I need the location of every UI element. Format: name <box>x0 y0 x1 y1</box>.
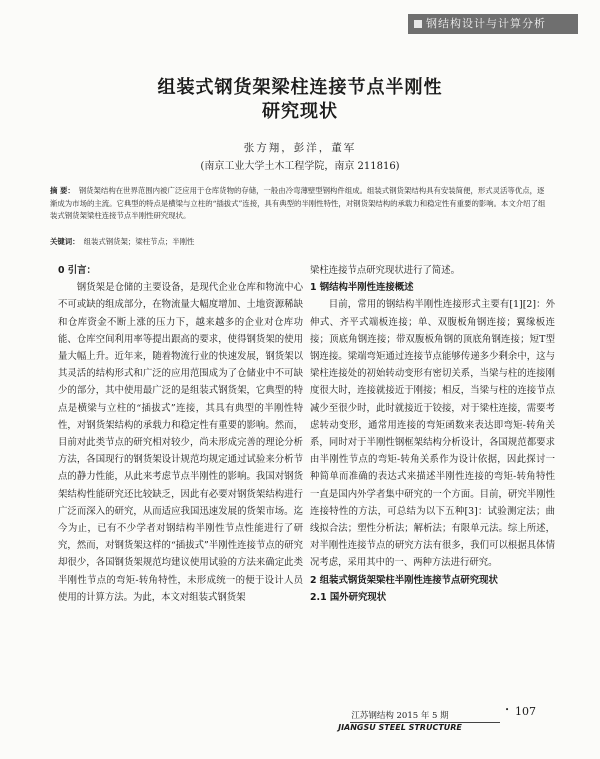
section-banner <box>408 14 578 34</box>
keywords-label: 关键词： <box>50 237 80 246</box>
section-1-paragraph: 目前，常用的钢结构半刚性连接形式主要有[1][2]：外伸式、齐平式端板连接；单、双腹板角钢连接；翼缘板连接；顶底角钢连接；带双腹板角钢的顶底角钢连接；短T型钢连接。梁端弯矩通过连接节点能够传递多少剩余中，这与梁柱连接处的初始转动变形有密切关系，当梁与柱的连接刚度很大时，连接就接近于刚接；相反，当梁与柱的连接节点减少至很少时，此时就接近于铰接，对于梁柱连接，需要考虑转动变形，通常用连接的弯矩函数来表达即弯矩-转角关系，同时对于半刚性钢框架结构分析设计，各国规范都要求由半刚性节点的弯矩-转角关系作为设计依据，因此探讨一种简单而准确的表达式来描述半刚性连接的弯矩-转角特性一直是国内外学者集中研究的一个方面。目前，研究半刚性连接特性的方法，可总结为以下五种[3]：试验测定法；曲线拟合法；塑性分析法；解析法；有限单元法。综上所述，对半刚性连接节点的研究方法有很多，我们可以根据具体情况考虑，采用其中的一、两种方法进行研究。 <box>310 299 555 569</box>
bullet-icon: • <box>505 706 510 714</box>
section-1-heading: 1 钢结构半刚性连接概述 <box>310 282 414 294</box>
intro-paragraph: 钢货架是仓储的主要设备，是现代企业仓库和物流中心不可或缺的组成部分，在物流量大幅度增加、土地资源稀缺和仓库资金不断上涨的压力下，越来越多的企业对仓库功能、仓库空间利用率等提出跟高的要求，使得钢货架的使用量大幅上升。近年来，随着物流行业的快速发展，钢货架以其灵活的结构形式和广泛的应用范围成为了仓储业中不可缺少的部分，其中使用最广泛的是组装式钢货架，它典型的特点是横梁与立柱的“插拔式”连接，其具有典型的半刚性特性，对钢货架结构的承载力和稳定性有重要的影响。然而，目前对此类节点的研究相对较少，尚未形成完善的理论分析方法，各国现行的钢货架设计规范均规定通过试验来分析节点的静力性能，从此来考虑节点半刚性的影响。我国对钢货架结构性能研究还比较缺乏，因此有必要对钢货架结构进行广泛而深入的研究，从而适应我国迅速发展的货架市场。迄今为止，已有不少学者对钢结构半刚性节点性能进行了研究，然而，对钢货架这样的“插拔式”半刚性连接节点的研究却很少，各国钢货架规范均建议使用试验的方法来确定此类半刚性节点的弯矩-转角特性，未形成统一的便于设计人员使用的计算方法。为此，本文对组装式钢货架 <box>58 282 303 603</box>
keywords-text: 组装式钢货架；梁柱节点；半刚性 <box>83 237 195 246</box>
journal-cn: 江苏钢结构 2015 年 5 期 <box>351 711 449 721</box>
left-column <box>58 262 303 606</box>
keywords <box>50 236 550 247</box>
footer-divider <box>350 722 500 723</box>
right-continuation: 梁柱连接节点研究现状进行了简述。 <box>310 265 461 276</box>
banner-square-icon <box>414 20 422 28</box>
page-number: 107 <box>515 705 536 718</box>
right-column <box>310 262 555 606</box>
title-line-2: 研究现状 <box>262 101 338 122</box>
intro-heading: 0 引言： <box>58 265 96 276</box>
abstract-label: 摘 要： <box>50 186 75 195</box>
title-line-1: 组装式钢货架梁柱连接节点半刚性 <box>157 77 443 98</box>
banner-label: 钢结构设计与计算分析 <box>426 17 546 30</box>
journal-en: JIANGSU STEEL STRUCTURE <box>338 723 462 732</box>
affiliation: (南京工业大学土木工程学院，南京 211816) <box>200 161 400 172</box>
abstract-text: 钢货架结构在世界范围内被广泛应用于仓库货物的存储，一般由冷弯薄壁型钢构件组成。组装式钢货架结构具有安装简便，形式灵活等优点，逐渐成为市场的主流。它典型的特点是横梁与立柱的“插拔式”连接，具有典型的半刚性特性，对钢货架结构的承载力和稳定性有重要的影响。本文介绍了组装式钢货架梁柱连接节点半刚性研究现状。 <box>50 186 546 220</box>
authors: 张方翔，彭洋，董军 <box>243 142 357 154</box>
abstract <box>50 185 550 223</box>
section-2-1-heading: 2.1 国外研究现状 <box>310 591 387 603</box>
section-2-heading: 2 组装式钢货架梁柱半刚性连接节点研究现状 <box>310 574 498 586</box>
